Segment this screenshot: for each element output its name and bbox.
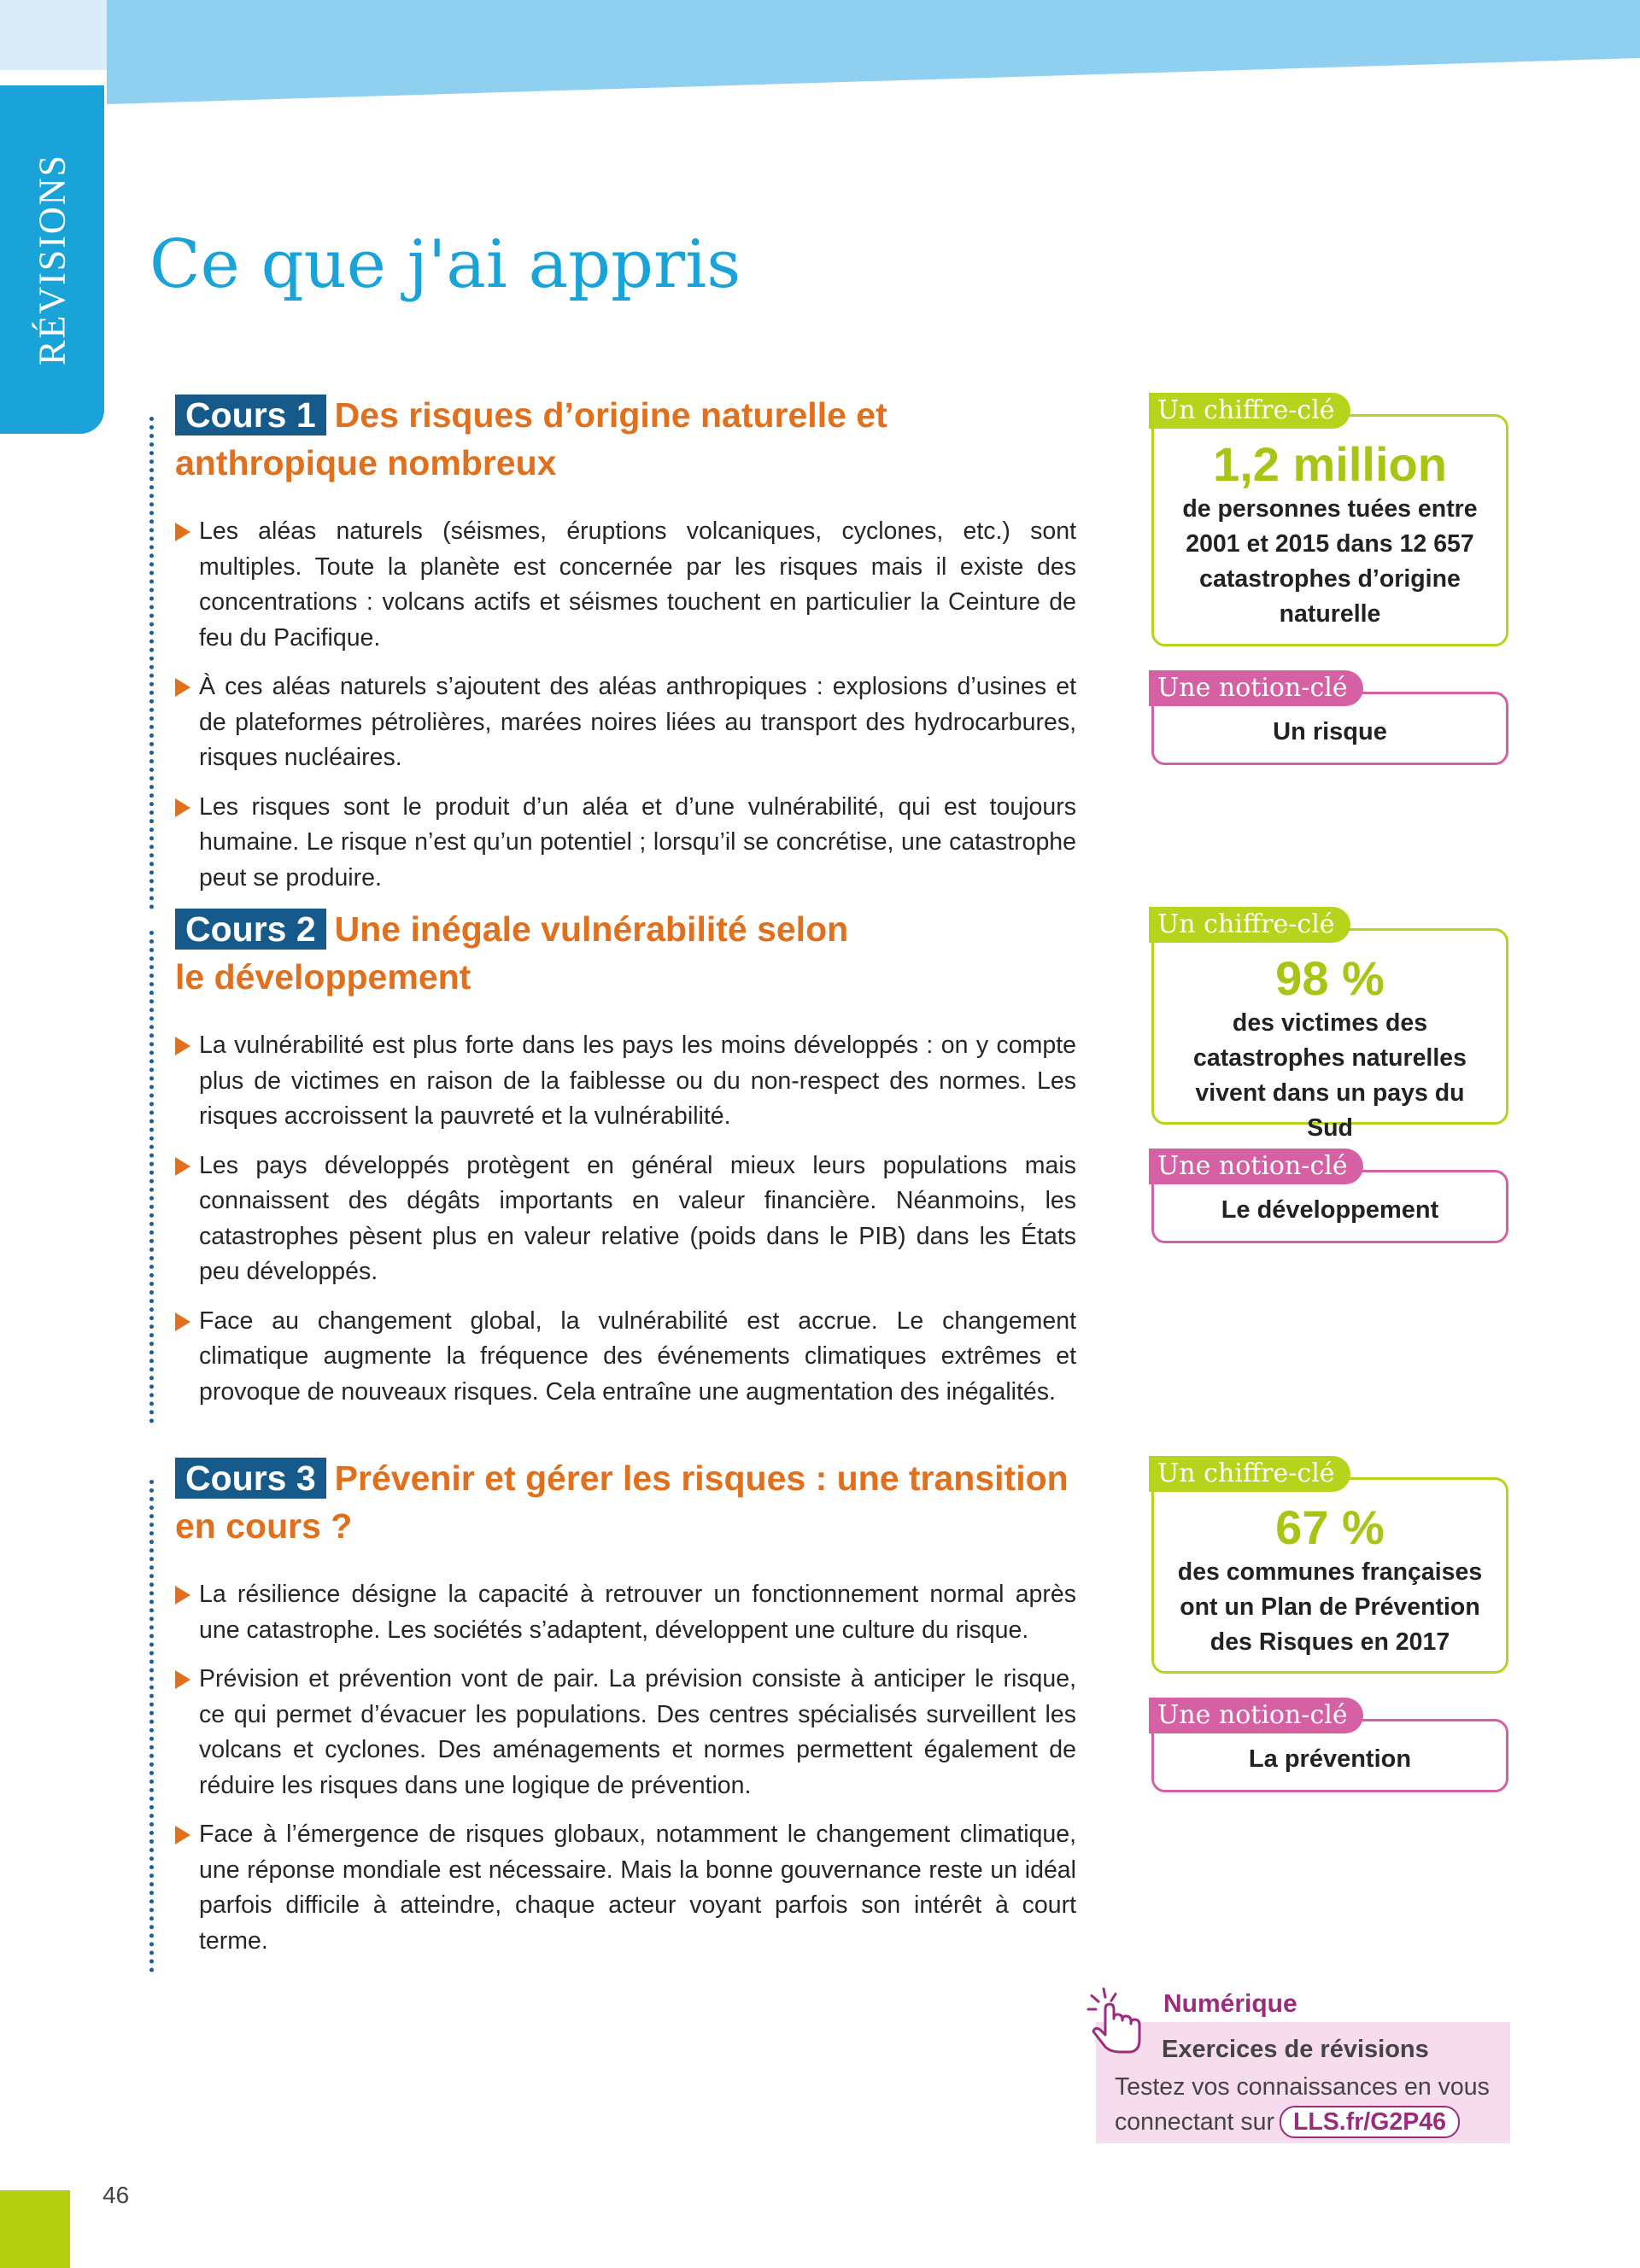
bullet-item: Les aléas naturels (séismes, éruptions volcaniques, cyclones, etc.) sont multiples. Toute la planète est concernée par les risques mais il existe des concentrations : volcans actifs et séismes touchent en particulier la Ceinture de feu du Pacifique.: [175, 514, 1076, 656]
bullet-list: [175, 514, 1076, 896]
course-section-1: [149, 391, 1106, 909]
bullet-item: Face au changement global, la vulnérabilité est accrue. Le changement climatique augmente la fréquence des événements climatiques extrêmes et provoque de nouveaux risques. Cela entraîne une augmentation des inégalités.: [175, 1304, 1076, 1411]
key-figure-card-3: [1151, 1458, 1508, 1674]
course-badge: Cours 3: [175, 1458, 326, 1499]
bullet-item: La résilience désigne la capacité à retrouver un fonctionnement normal après une catastrophe. Les sociétés s’adaptent, développent une culture du risque.: [175, 1577, 1076, 1648]
heading-line-1: Prévenir et gérer les risques : une transition: [334, 1458, 1069, 1498]
page-title: Ce que j'ai appris: [149, 226, 741, 303]
numerique-text: [1115, 2070, 1508, 2140]
key-figure-description: des communes françaises ont un Plan de Prévention des Risques en 2017: [1177, 1558, 1483, 1656]
bullet-item: Les pays développés protègent en général mieux leurs populations mais connaissent des dégâts importants en valeur financière. Néanmoins, les catastrophes pèsent plus en valeur relative (poids dans le PIB) dans les États peu développés.: [175, 1149, 1076, 1290]
heading-line-2: le développement: [175, 957, 472, 997]
bullet-list: [175, 1028, 1076, 1410]
bullet-item: À ces aléas naturels s’ajoutent des aléas anthropiques : explosions d’usines et de plateformes pétrolières, marées noires liées au transport des hydrocarbures, risques nucléaires.: [175, 669, 1076, 776]
heading-line-1: Des risques d’origine naturelle et: [334, 395, 887, 435]
key-figure-card-1: [1151, 395, 1508, 646]
key-figure-value: 98 %: [1275, 951, 1385, 1005]
course-heading: [175, 391, 1106, 487]
dotted-rule: [149, 417, 154, 909]
bullet-item: Les risques sont le produit d’un aléa et d’une vulnérabilité, qui est toujours humaine. Le risque n’est qu’un potentiel ; lorsqu’il se concrétise, une catastrophe peut se produire.: [175, 790, 1076, 897]
course-heading: [175, 1454, 1106, 1550]
pointing-hand-icon: [1085, 1985, 1149, 2054]
key-figure-label: Un chiffre-clé: [1149, 1456, 1350, 1492]
side-tab-label: RÉVISIONS: [31, 154, 73, 365]
numerique-title: Numérique: [1163, 1990, 1297, 2018]
key-notion-value: Un risque: [1273, 718, 1387, 745]
page-corner-marker: [0, 2190, 70, 2268]
bullet-list: [175, 1577, 1076, 1959]
dotted-rule: [149, 1480, 154, 1973]
top-banner: [0, 0, 1640, 107]
heading-line-2: anthropique nombreux: [175, 443, 557, 482]
bullet-item: Face à l’émergence de risques globaux, notamment le changement climatique, une réponse mondiale est nécessaire. Mais la bonne gouvernance reste un idéal parfois difficile à atteindre, chaque acteur voyant parfois son intérêt à court terme.: [175, 1817, 1076, 1959]
key-figure-value: 1,2 million: [1213, 437, 1447, 491]
course-badge: Cours 1: [175, 395, 326, 435]
course-heading: [175, 905, 1106, 1001]
key-notion-value: La prévention: [1248, 1745, 1412, 1773]
key-figure-value: 67 %: [1275, 1500, 1385, 1554]
key-notion-value: Le développement: [1221, 1196, 1439, 1224]
page-number: 46: [102, 2182, 130, 2208]
numerique-subtitle: Exercices de révisions: [1162, 2036, 1429, 2063]
key-notion-label: Une notion-clé: [1149, 1698, 1363, 1733]
key-figure-card-2: [1151, 909, 1508, 1142]
key-notion-label: Une notion-clé: [1149, 1149, 1363, 1184]
heading-line-2: en cours ?: [175, 1506, 353, 1546]
course-badge: Cours 2: [175, 909, 326, 950]
course-section-2: [149, 905, 1106, 1423]
key-notion-card-1: [1151, 673, 1508, 765]
key-figure-description: de personnes tuées entre 2001 et 2015 dans 12 657 catastrophes d’origine naturelle: [1182, 495, 1478, 628]
course-section-3: [149, 1454, 1106, 1973]
numerique-link[interactable]: LLS.fr/G2P46: [1280, 2106, 1460, 2138]
heading-line-1: Une inégale vulnérabilité selon: [334, 909, 849, 949]
key-notion-card-2: [1151, 1151, 1508, 1243]
key-notion-label: Une notion-clé: [1149, 670, 1363, 706]
bullet-item: La vulnérabilité est plus forte dans les pays les moins développés : on y compte plus de victimes en raison de la faiblesse ou du non-respect des normes. Les risques accroissent la pauvreté et la vulnérabilité.: [175, 1028, 1076, 1135]
bullet-item: Prévision et prévention vont de pair. La prévision consiste à anticiper le risque, ce qui permet d’évacuer les populations. Des centres spécialisés surveillent les volcans et cyclones. Des aménagements et normes permettent également de réduire les risques dans une logique de prévention.: [175, 1662, 1076, 1803]
numerique-description: Testez vos connaissances en vous connectant sur: [1115, 2073, 1490, 2136]
key-notion-card-3: [1151, 1700, 1508, 1792]
dotted-rule: [149, 931, 154, 1423]
key-figure-label: Un chiffre-clé: [1149, 907, 1350, 943]
revisions-side-tab: [0, 85, 104, 434]
key-figure-label: Un chiffre-clé: [1149, 393, 1350, 429]
key-figure-description: des victimes des catastrophes naturelles vivent dans un pays du Sud: [1193, 1009, 1467, 1142]
